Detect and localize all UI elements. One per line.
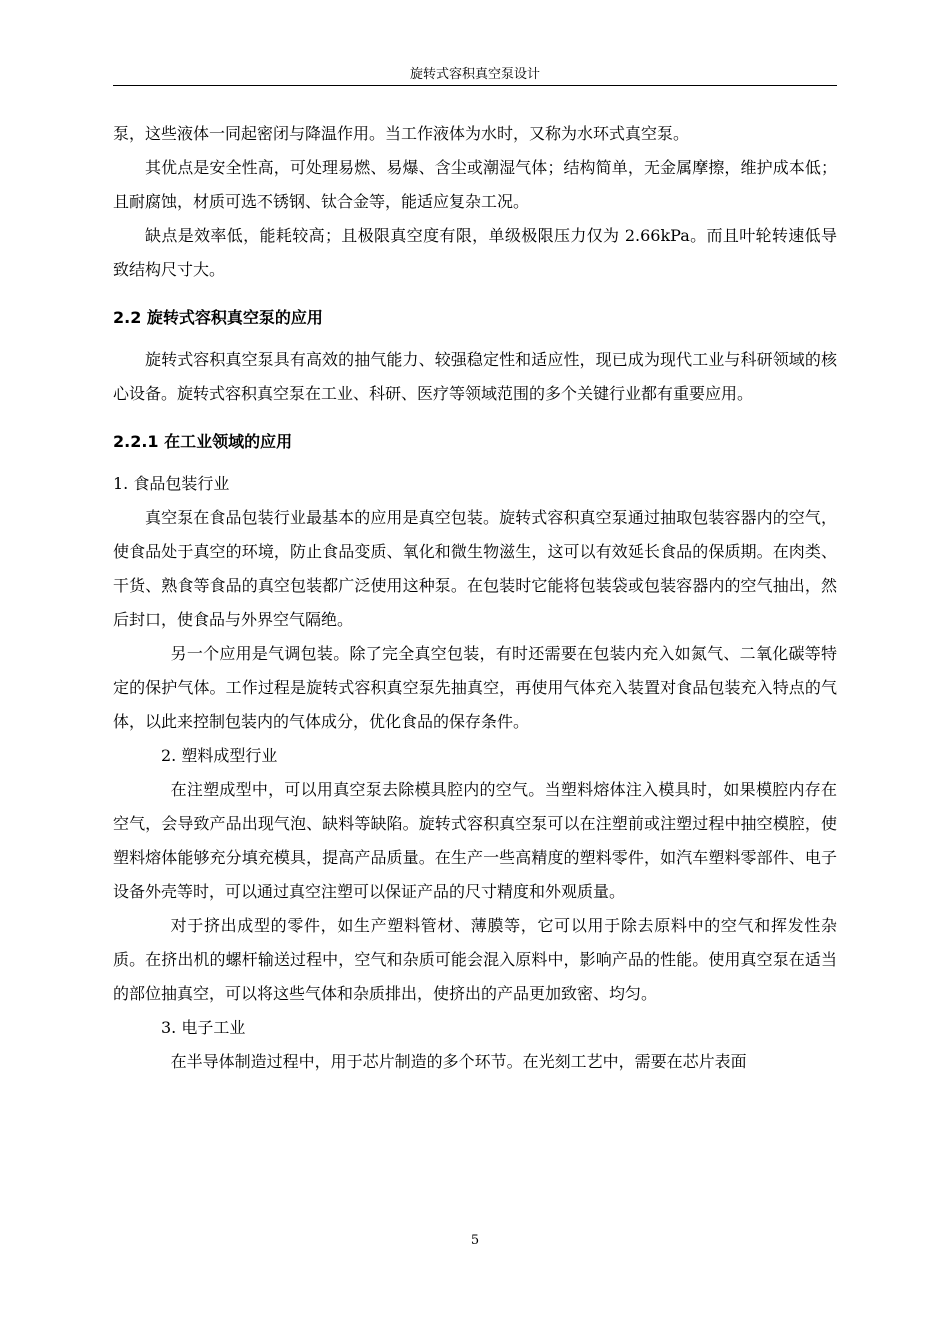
- list-heading: 3. 电子工业: [161, 1018, 246, 1037]
- paragraph: 另一个应用是气调包装。除了完全真空包装，有时还需要在包装内充入如氮气、二氧化碳等特定的保护气体。工作过程是旋转式容积真空泵先抽真空，再使用气体充入装置对食品包装充入特点的气体，以此来控制包装内的气体成分，优化食品的保存条件。: [113, 644, 837, 731]
- list-heading: 1. 食品包装行业: [113, 474, 230, 493]
- subsection-heading: 2.2.1 在工业领域的应用: [113, 432, 293, 451]
- paragraph: 泵，这些液体一同起密闭与降温作用。当工作液体为水时，又称为水环式真空泵。: [113, 124, 690, 143]
- paragraph: 对于挤出成型的零件，如生产塑料管材、薄膜等，它可以用于除去原料中的空气和挥发性杂质。在挤出机的螺杆输送过程中，空气和杂质可能会混入原料中，影响产品的性能。使用真空泵在适当的部位抽真空，可以将这些气体和杂质排出，使挤出的产品更加致密、均匀。: [113, 916, 837, 1003]
- header-rule: [113, 85, 837, 86]
- paragraph: 缺点是效率低，能耗较高；且极限真空度有限，单级极限压力仅为 2.66kPa。而且叶轮转速低导致结构尺寸大。: [113, 226, 837, 279]
- page-body: [113, 117, 837, 1079]
- section-heading: 2.2 旋转式容积真空泵的应用: [113, 308, 323, 327]
- paragraph: 在半导体制造过程中，用于芯片制造的多个环节。在光刻工艺中，需要在芯片表面: [170, 1052, 747, 1071]
- running-header: 旋转式容积真空泵设计: [409, 67, 540, 82]
- paragraph: 旋转式容积真空泵具有高效的抽气能力、较强稳定性和适应性，现已成为现代工业与科研领域的核心设备。旋转式容积真空泵在工业、科研、医疗等领域范围的多个关键行业都有重要应用。: [113, 350, 837, 403]
- paragraph: 在注塑成型中，可以用真空泵去除模具腔内的空气。当塑料熔体注入模具时，如果模腔内存在空气，会导致产品出现气泡、缺料等缺陷。旋转式容积真空泵可以在注塑前或注塑过程中抽空模腔，使塑料熔体能够充分填充模具，提高产品质量。在生产一些高精度的塑料零件，如汽车塑料零部件、电子设备外壳等时，可以通过真空注塑可以保证产品的尺寸精度和外观质量。: [113, 780, 837, 901]
- paragraph: 真空泵在食品包装行业最基本的应用是真空包装。旋转式容积真空泵通过抽取包装容器内的空气，使食品处于真空的环境，防止食品变质、氧化和微生物滋生，这可以有效延长食品的保质期。在肉类、干货、熟食等食品的真空包装都广泛使用这种泵。在包装时它能将包装袋或包装容器内的空气抽出，然后封口，使食品与外界空气隔绝。: [113, 508, 837, 629]
- list-heading: 2. 塑料成型行业: [161, 746, 278, 765]
- page-number: 5: [470, 1233, 480, 1248]
- paragraph: 其优点是安全性高，可处理易燃、易爆、含尘或潮湿气体；结构简单，无金属摩擦，维护成本低；且耐腐蚀，材质可选不锈钢、钛合金等，能适应复杂工况。: [113, 158, 837, 211]
